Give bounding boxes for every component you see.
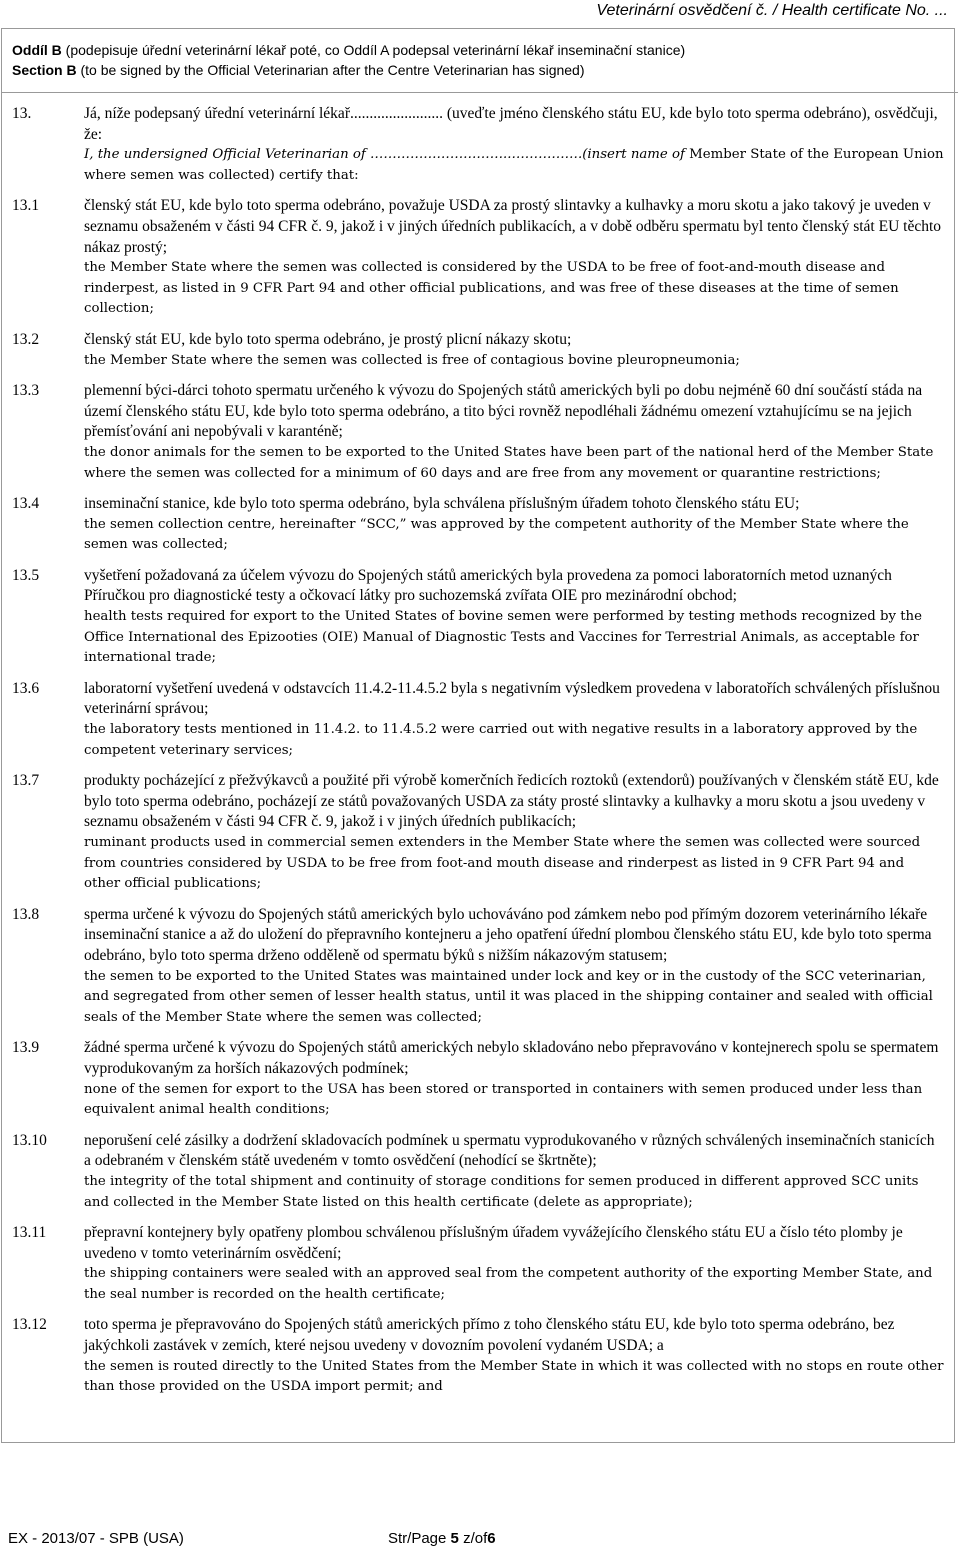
- clause-cz: plemenní býci-dárci tohoto spermatu určeného k vývozu do Spojených států amerických byli po dobu nejméně 60 dní součástí stáda na území členského státu EU, kde bylo toto sperma odebráno, a tito býci rovněž nepodléhali žádnému omezení vztahujícímu se na jejich přemísťování ani nepobývali v karanténě;: [84, 382, 923, 441]
- section-cz-text: (podepisuje úřední veterinární lékař poté, co Oddíl A podepsal veterinární lékař inseminační stanice): [65, 42, 686, 58]
- clause-cz: sperma určené k vývozu do Spojených států amerických bylo uchováváno pod zámkem nebo pod přímým dozorem veterinárního lékaře inseminační stanice a až do uložení do přepravního kontejneru a jeho opatření úřední plombou členského státu EU, kde bylo toto sperma odebráno, bylo toto sperma drženo odděleně od spermatu býků s nižším nákazovým statusem;: [84, 905, 932, 964]
- intro-block: [12, 104, 944, 186]
- section-cz: [12, 40, 952, 60]
- clause-en: the donor animals for the semen to be exported to the United States have been part of the national herd of the Member State where the semen was collected for a minimum of 60 days and are free from any movement or quarantine restrictions;: [84, 444, 934, 481]
- clause-number: 13.4: [12, 495, 40, 513]
- footer-page-total: 6: [487, 1530, 496, 1547]
- clause-en: ruminant products used in commercial semen extenders in the Member State where the semen was collected were sourced from countries considered by USDA to be free from foot-and mouth disease and rinderpest as listed in 9 CFR Part 94 and other official publications;: [84, 835, 921, 892]
- clause-number: 13.7: [12, 772, 40, 790]
- intro-en-italic: I, the undersigned Official Veterinarian of …………………………..…………….(insert name of: [84, 147, 685, 163]
- clause-en: the semen to be exported to the United States was maintained under lock and key or in the custody of the SCC veterinarian, and segregated from other semen of lesser health status, until it was placed in the shipping container and sealed with official seals of the Member State where the semen was collected;: [84, 968, 933, 1025]
- clause-item: [12, 1131, 944, 1213]
- clause-en: the shipping containers were sealed with an approved seal from the competent authority of the exporting Member State, and the seal number is recorded on the health certificate;: [84, 1266, 933, 1302]
- clause-number: 13.6: [12, 679, 40, 697]
- clause-cz: produkty pocházející z přežvýkavců a použité při výrobě komerčních ředicích roztoků (extendorů) používaných v členském státě EU, kde bylo toto sperma odebráno, pocházejí ze států považovaných USDA za státy prosté slintavky a kulhavky a moru skotu a jsou uvedeny v seznamu obsaženém v části 94 CFR č. 9, jakož i v jiných úředních publikacích;: [84, 772, 939, 831]
- clause-cz: toto sperma je přepravováno do Spojených států amerických přímo z toho členského státu EU, kde bylo toto sperma odebráno, bez jakýchkoli zastávek v zemích, které nejsou uvedeny v dovozním povolení vydaném USDA; a: [84, 1316, 895, 1355]
- certificate-header: Veterinární osvědčení č. / Health certificate No. ...: [596, 2, 948, 19]
- clause-cz: členský stát EU, kde bylo toto sperma odebráno, považuje USDA za prostý slintavky a kulhavky a moru skotu a jako takový je uveden v seznamu obsaženém v části 94 CFR č. 9, jakož i v jiných úředních publikacích, a v době odběru spermatu byl tento členský stát EU těchto nákaz prostý;: [84, 197, 942, 256]
- clause-text: [84, 494, 944, 556]
- clause-item: [12, 1315, 944, 1397]
- section-divider: [2, 92, 958, 93]
- clause-text: [84, 905, 944, 1029]
- clause-number: 13.1: [12, 197, 40, 215]
- clause-en: the laboratory tests mentioned in 11.4.2. to 11.4.5.2 were carried out with negative results in a laboratory approved by the competent veterinary services;: [84, 722, 918, 758]
- section-cz-label: Oddíl B: [12, 42, 62, 58]
- clause-number: 13.12: [12, 1316, 47, 1334]
- clause-en: the integrity of the total shipment and continuity of storage conditions for semen produced in different approved SCC units and collected in the Member State listed on this health certificate (delete as appropriate);: [84, 1173, 919, 1210]
- clause-item: [12, 566, 944, 669]
- intro-number: 13.: [12, 105, 32, 122]
- footer-page-number: 5: [450, 1530, 459, 1547]
- section-heading: [12, 40, 952, 80]
- clause-text: [84, 679, 944, 761]
- clause-text: [84, 196, 944, 320]
- clause-item: [12, 1223, 944, 1305]
- clause-number: 13.3: [12, 382, 40, 400]
- intro-cz: Já, níže podepsaný úřední veterinární lékař........................ (uveďte jméno členského státu EU, kde bylo toto sperma odebráno), osvědčuji, že:: [84, 105, 938, 143]
- clause-cz: inseminační stanice, kde bylo toto sperma odebráno, byla schválena příslušným úřadem tohoto členského státu EU;: [84, 495, 800, 513]
- clause-en: the semen is routed directly to the United States from the Member State in which it was collected with no stops en route other than those provided on the USDA import permit; and: [84, 1358, 944, 1395]
- clause-en: health tests required for export to the United States of bovine semen were performed by testing methods recognized by the Office International des Epizooties (OIE) Manual of Diagnostic Tests and Vaccines for Terrestrial Animals, as acceptable for international trade;: [84, 609, 922, 666]
- clause-item: [12, 196, 944, 320]
- clause-item: [12, 330, 944, 371]
- footer-of-label: z/of: [463, 1530, 488, 1547]
- clause-text: [84, 1038, 944, 1120]
- clause-cz: laboratorní vyšetření uvedená v odstavcích 11.4.2-11.4.5.2 byla s negativním výsledkem provedena v laboratořích schválených příslušnou veterinární správou;: [84, 679, 940, 718]
- clause-number: 13.2: [12, 330, 40, 348]
- certificate-body: [12, 104, 944, 1398]
- clause-en: the Member State where the semen was collected is considered by the USDA to be free of foot-and-mouth disease and rinderpest, as listed in 9 CFR Part 94 and other official publications, and was free of these diseases at the time of semen collection;: [84, 260, 899, 317]
- intro-en: [84, 145, 944, 186]
- clause-en: none of the semen for export to the USA has been stored or transported in containers with semen produced under less than equivalent animal health conditions;: [84, 1081, 923, 1118]
- clause-text: [84, 1223, 944, 1305]
- footer-ref: EX - 2013/07 - SPB (USA): [8, 1530, 184, 1547]
- clause-number: 13.5: [12, 566, 40, 584]
- clause-list: [12, 196, 944, 1397]
- clause-cz: členský stát EU, kde bylo toto sperma odebráno, je prostý plicní nákazy skotu;: [84, 330, 572, 348]
- clause-item: [12, 771, 944, 895]
- clause-cz: žádné sperma určené k vývozu do Spojených států amerických nebylo skladováno nebo přepravováno v kontejnerech spolu se spermatem vyprodukovaným za horších nákazových podmínek;: [84, 1039, 939, 1077]
- clause-cz: přepravní kontejnery byly opatřeny plombou schválenou příslušným úřadem vyvážejícího členského státu EU a číslo této plomby je uvedeno v tomto veterinárním osvědčení;: [84, 1224, 903, 1262]
- clause-en: the semen collection centre, hereinafter “SCC,” was approved by the competent authority of the Member State where the semen was collected;: [84, 516, 909, 553]
- clause-item: [12, 679, 944, 761]
- section-en-label: Section B: [12, 62, 77, 78]
- clause-number: 13.8: [12, 905, 40, 923]
- clause-item: [12, 494, 944, 556]
- clause-en: the Member State where the semen was collected is free of contagious bovine pleuropneumonia;: [84, 352, 740, 368]
- section-en-text: (to be signed by the Official Veterinarian after the Centre Veterinarian has signed): [80, 62, 585, 78]
- clause-cz: vyšetření požadovaná za účelem vývozu do Spojených států amerických byla provedena za pomoci laboratorních metod uznaných Příručkou pro diagnostické testy a očkovací látky pro suchozemská zvířata OIE pro mezinárodní obchod;: [84, 566, 892, 605]
- footer-page: [388, 1530, 496, 1547]
- footer-page-label: Str/Page: [388, 1530, 447, 1547]
- clause-number: 13.9: [12, 1039, 40, 1057]
- clause-item: [12, 905, 944, 1029]
- clause-text: [84, 1131, 944, 1213]
- clause-number: 13.11: [12, 1224, 47, 1242]
- clause-text: [84, 1315, 944, 1397]
- clause-cz: neporušení celé zásilky a dodržení skladovacích podmínek u spermatu vyprodukovaného v různých schválených inseminačních stanicích a odebraném v členském státě uvedeném v tomto osvědčení (nehodící se škrtněte);: [84, 1131, 935, 1170]
- clause-text: [84, 330, 944, 371]
- section-en: [12, 60, 952, 80]
- intro-en-rest: Member State of the European Union where semen was collected) certify that:: [84, 147, 944, 183]
- clause-item: [12, 1038, 944, 1120]
- clause-text: [84, 566, 944, 669]
- clause-text: [84, 381, 944, 484]
- clause-text: [84, 771, 944, 895]
- clause-item: [12, 381, 944, 484]
- clause-number: 13.10: [12, 1131, 47, 1149]
